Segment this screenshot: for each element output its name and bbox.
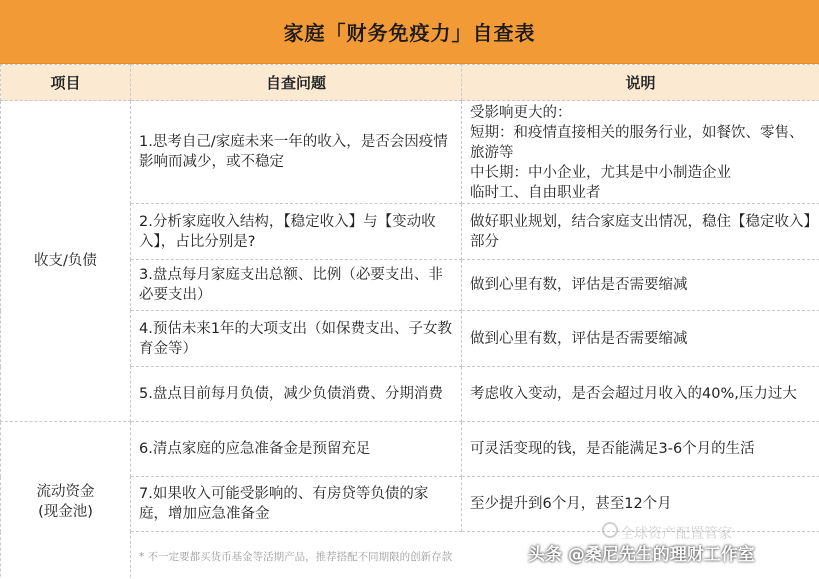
category-liquid-line2: (现金池) <box>38 503 93 520</box>
header-description: 说明 <box>462 65 819 101</box>
description-cell: 至少提升到6个月，甚至12个月 <box>462 477 819 532</box>
checklist-table <box>0 64 819 579</box>
question-cell: 3.盘点每月家庭支出总额、比例（必要支出、非必要支出） <box>131 260 462 311</box>
description-cell: 做到心里有数，评估是否需要缩减 <box>462 311 819 367</box>
watermark-faint: 全球资产配置管家 <box>620 526 732 542</box>
description-line: 临时工、自由职业者 <box>470 185 601 201</box>
question-cell: 5.盘点目前每月负债，减少负债消费、分期消费 <box>131 367 462 422</box>
title-bar <box>0 0 819 64</box>
description-cell: 可灵活变现的钱，是否能满足3-6个月的生活 <box>462 422 819 477</box>
table-row <box>1 422 819 477</box>
watermark-logo-icon <box>602 522 618 538</box>
description-cell: 做好职业规划，结合家庭支出情况，稳住【稳定收入】部分 <box>462 204 819 260</box>
footnote: * 不一定要都买货币基金等活期产品，推荐搭配不同期限的创新存款 <box>139 551 453 563</box>
description-line: 受影响更大的： <box>470 105 572 121</box>
question-cell: 7.如果收入可能受影响的、有房贷等负债的家庭，增加应急准备金 <box>131 477 462 532</box>
header-item: 项目 <box>1 65 131 101</box>
description-cell: 考虑收入变动，是否会超过月收入的40%,压力过大 <box>462 367 819 422</box>
description-line: 短期：和疫情直接相关的服务行业，如餐饮、零售、旅游等 <box>470 125 804 161</box>
table-row <box>1 101 819 204</box>
page-title: 家庭「财务免疫力」自查表 <box>283 21 536 45</box>
description-cell: 做到心里有数，评估是否需要缩减 <box>462 260 819 311</box>
question-cell: 1.思考自己/家庭未来一年的收入，是否会因疫情影响而减少，或不稳定 <box>131 101 462 204</box>
category-liquid-funds <box>1 422 131 579</box>
header-question: 自查问题 <box>131 65 462 101</box>
description-line: 中长期：中小企业，尤其是中小制造企业 <box>470 165 731 181</box>
header-row <box>1 65 819 101</box>
question-cell: 4.预估未来1年的大项支出（如保费支出、子女教育金等） <box>131 311 462 367</box>
description-cell <box>462 101 819 204</box>
category-liquid-line1: 流动资金 <box>36 483 95 500</box>
watermark: 头条 @桑尼先生的理财工作室 <box>528 545 755 565</box>
category-income-debt: 收支/负债 <box>1 101 131 422</box>
question-cell: 6.清点家庭的应急准备金是预留充足 <box>131 422 462 477</box>
question-cell: 2.分析家庭收入结构，【稳定收入】与【变动收入】，占比分别是? <box>131 204 462 260</box>
